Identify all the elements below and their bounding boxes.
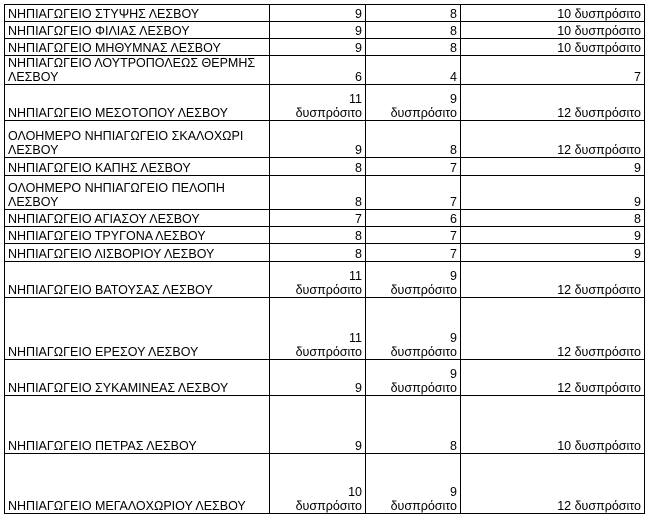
value-note: δυσπρόσιτο — [390, 106, 457, 120]
table-row — [5, 298, 645, 360]
value-cell-c3: 9 — [461, 158, 645, 176]
table-row — [5, 121, 645, 158]
school-name-cell: ΝΗΠΙΑΓΩΓΕΙΟ ΑΓΙΑΣΟΥ ΛΕΣΒΟΥ — [5, 210, 270, 227]
value-note: δυσπρόσιτο — [390, 499, 457, 513]
value-cell-c3: 10 δυσπρόσιτο — [461, 396, 645, 454]
table-row — [5, 454, 645, 514]
value-cell-c2: 7 — [366, 176, 461, 210]
school-name-cell: ΝΗΠΙΑΓΩΓΕΙΟ ΣΥΚΑΜΙΝΕΑΣ ΛΕΣΒΟΥ — [5, 360, 270, 396]
value-cell-c3: 10 δυσπρόσιτο — [461, 39, 645, 56]
school-name-cell: ΝΗΠΙΑΓΩΓΕΙΟ ΜΗΘΥΜΝΑΣ ΛΕΣΒΟΥ — [5, 39, 270, 56]
value-cell-c1 — [270, 262, 366, 298]
value-cell-c3: 10 δυσπρόσιτο — [461, 22, 645, 39]
school-name-cell: ΝΗΠΙΑΓΩΓΕΙΟ ΒΑΤΟΥΣΑΣ ΛΕΣΒΟΥ — [5, 262, 270, 298]
value-cell-c3: 12 δυσπρόσιτο — [461, 360, 645, 396]
value-number: 11 — [349, 92, 362, 106]
table-row — [5, 85, 645, 121]
value-number: 11 — [349, 269, 362, 283]
school-name-cell: ΝΗΠΙΑΓΩΓΕΙΟ ΠΕΤΡΑΣ ΛΕΣΒΟΥ — [5, 396, 270, 454]
value-cell-c3: 9 — [461, 227, 645, 244]
school-name-cell: ΝΗΠΙΑΓΩΓΕΙΟ ΣΤΥΨΗΣ ΛΕΣΒΟΥ — [5, 5, 270, 22]
table-row — [5, 39, 645, 56]
value-number: 9 — [450, 367, 457, 381]
value-number: 9 — [450, 269, 457, 283]
value-cell-c1: 9 — [270, 39, 366, 56]
value-cell-c1: 7 — [270, 210, 366, 227]
table-row — [5, 396, 645, 454]
school-name-cell: ΟΛΟΗΜΕΡΟ ΝΗΠΙΑΓΩΓΕΙΟ ΣΚΑΛΟΧΩΡΙ ΛΕΣΒΟΥ — [5, 121, 270, 158]
table-row — [5, 227, 645, 244]
value-cell-c2 — [366, 85, 461, 121]
value-cell-c3: 8 — [461, 210, 645, 227]
table-row — [5, 210, 645, 227]
value-cell-c1: 8 — [270, 176, 366, 210]
value-number: 11 — [349, 331, 362, 345]
value-number: 9 — [450, 485, 457, 499]
value-cell-c3: 10 δυσπρόσιτο — [461, 5, 645, 22]
value-cell-c1: 6 — [270, 56, 366, 85]
value-cell-c2: 8 — [366, 5, 461, 22]
value-cell-c2: 8 — [366, 39, 461, 56]
value-cell-c1: 9 — [270, 5, 366, 22]
school-name-cell: ΝΗΠΙΑΓΩΓΕΙΟ ΦΙΛΙΑΣ ΛΕΣΒΟΥ — [5, 22, 270, 39]
table-row — [5, 158, 645, 176]
school-name-cell: ΝΗΠΙΑΓΩΓΕΙΟ ΚΑΠΗΣ ΛΕΣΒΟΥ — [5, 158, 270, 176]
table-row — [5, 22, 645, 39]
table-row — [5, 176, 645, 210]
table-row — [5, 5, 645, 22]
value-note: δυσπρόσιτο — [295, 345, 362, 359]
value-cell-c2 — [366, 298, 461, 360]
value-number: 9 — [450, 92, 457, 106]
value-cell-c2: 6 — [366, 210, 461, 227]
value-cell-c3: 9 — [461, 244, 645, 262]
value-cell-c1 — [270, 85, 366, 121]
value-cell-c3: 12 δυσπρόσιτο — [461, 121, 645, 158]
value-cell-c1: 9 — [270, 121, 366, 158]
schools-table-body — [5, 5, 645, 514]
school-name-cell: ΝΗΠΙΑΓΩΓΕΙΟ ΛΙΣΒΟΡΙΟΥ ΛΕΣΒΟΥ — [5, 244, 270, 262]
value-cell-c2: 7 — [366, 158, 461, 176]
value-cell-c3: 12 δυσπρόσιτο — [461, 85, 645, 121]
value-note: δυσπρόσιτο — [295, 283, 362, 297]
value-cell-c2: 8 — [366, 22, 461, 39]
value-cell-c2: 7 — [366, 244, 461, 262]
value-cell-c3: 7 — [461, 56, 645, 85]
value-note: δυσπρόσιτο — [295, 106, 362, 120]
value-cell-c1: 8 — [270, 244, 366, 262]
value-cell-c3: 12 δυσπρόσιτο — [461, 454, 645, 514]
value-cell-c1: 8 — [270, 227, 366, 244]
value-cell-c2 — [366, 262, 461, 298]
school-name-cell: ΝΗΠΙΑΓΩΓΕΙΟ ΜΕΓΑΛΟΧΩΡΙΟΥ ΛΕΣΒΟΥ — [5, 454, 270, 514]
table-row — [5, 262, 645, 298]
value-number: 9 — [450, 331, 457, 345]
value-cell-c2: 8 — [366, 121, 461, 158]
value-cell-c3: 12 δυσπρόσιτο — [461, 262, 645, 298]
school-name-cell: ΝΗΠΙΑΓΩΓΕΙΟ ΛΟΥΤΡΟΠΟΛΕΩΣ ΘΕΡΜΗΣ ΛΕΣΒΟΥ — [5, 56, 270, 85]
value-note: δυσπρόσιτο — [390, 283, 457, 297]
value-number: 10 — [348, 485, 362, 499]
value-cell-c1 — [270, 454, 366, 514]
value-cell-c1: 9 — [270, 396, 366, 454]
value-cell-c2 — [366, 360, 461, 396]
table-row — [5, 360, 645, 396]
value-cell-c1: 9 — [270, 360, 366, 396]
table-row — [5, 56, 645, 85]
value-cell-c2 — [366, 454, 461, 514]
value-cell-c3: 12 δυσπρόσιτο — [461, 298, 645, 360]
value-cell-c3: 9 — [461, 176, 645, 210]
value-cell-c2: 7 — [366, 227, 461, 244]
value-cell-c1: 8 — [270, 158, 366, 176]
table-row — [5, 244, 645, 262]
school-name-cell: ΝΗΠΙΑΓΩΓΕΙΟ ΕΡΕΣΟΥ ΛΕΣΒΟΥ — [5, 298, 270, 360]
schools-table — [4, 4, 645, 514]
value-cell-c2: 4 — [366, 56, 461, 85]
value-cell-c2: 8 — [366, 396, 461, 454]
value-cell-c1 — [270, 298, 366, 360]
value-note: δυσπρόσιτο — [295, 499, 362, 513]
value-cell-c1: 9 — [270, 22, 366, 39]
school-name-cell: ΝΗΠΙΑΓΩΓΕΙΟ ΜΕΣΟΤΟΠΟΥ ΛΕΣΒΟΥ — [5, 85, 270, 121]
value-note: δυσπρόσιτο — [390, 381, 457, 395]
value-note: δυσπρόσιτο — [390, 345, 457, 359]
school-name-cell: ΝΗΠΙΑΓΩΓΕΙΟ ΤΡΥΓΟΝΑ ΛΕΣΒΟΥ — [5, 227, 270, 244]
school-name-cell: ΟΛΟΗΜΕΡΟ ΝΗΠΙΑΓΩΓΕΙΟ ΠΕΛΟΠΗ ΛΕΣΒΟΥ — [5, 176, 270, 210]
